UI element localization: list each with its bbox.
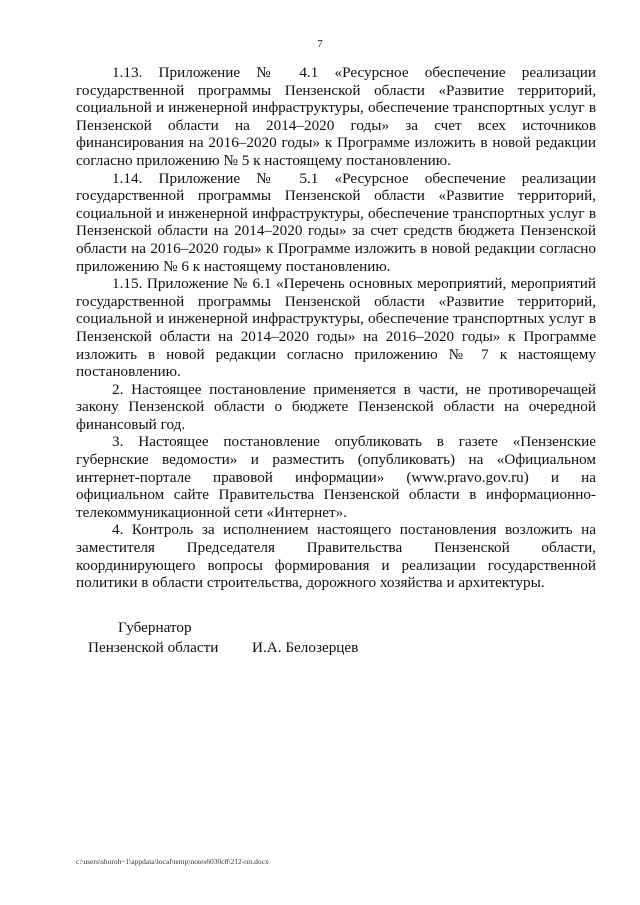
file-path-footer: c:\users\shoroh~1\appdata\local\temp\notes6030c8\212-пп.docx [76,857,269,866]
paragraph-1-13: 1.13. Приложение № 4.1 «Ресурсное обеспечение реализации государственной программы Пензенской области «Развитие территорий, социальной и инженерной инфраструктуры, обеспечение транспортных услуг в Пензенской области на 2014–2020 годы» за счет всех источников финансирования на 2016–2020 годы» к Программе изложить в новой редакции согласно приложению № 5 к настоящему постановлению. [76,64,596,169]
paragraph-1-15: 1.15. Приложение № 6.1 «Перечень основных мероприятий, мероприятий государственной программы Пензенской области «Развитие территорий, социальной и инженерной инфраструктуры, обеспечение транспортных услуг в Пензенской области на 2014–2020 годы» на 2016–2020 годы» к Программе изложить в новой редакции согласно приложению № 7 к настоящему постановлению. [76,275,596,381]
document-body [76,64,596,592]
paragraph-4: 4. Контроль за исполнением настоящего постановления возложить на заместителя Председателя Правительства Пензенской области, координирующего вопросы формирования и реализации государственной политики в области строительства, дорожного хозяйства и архитектуры. [76,521,596,592]
paragraph-3: 3. Настоящее постановление опубликовать в газете «Пензенские губернские ведомости» и разместить (опубликовать) на «Официальном интернет-портале правовой информации» (www.pravo.gov.ru) и на официальном сайте Правительства Пензенской области в информационно-телекоммуникационной сети «Интернет». [76,433,596,521]
signatory-name: И.А. Белозерцев [252,639,359,656]
paragraph-1-14: 1.14. Приложение № 5.1 «Ресурсное обеспечение реализации государственной программы Пензенской области «Развитие территорий, социальной и инженерной инфраструктуры, обеспечение транспортных услуг в Пензенской области на 2014–2020 годы» за счет средств бюджета Пензенской области на 2016–2020 годы» к Программе изложить в новой редакции согласно приложению № 6 к настоящему постановлению. [76,169,596,275]
signature-title-line2: Пензенской области [88,639,219,656]
signature-title-line1: Губернатор [118,619,192,636]
paragraph-2: 2. Настоящее постановление применяется в части, не противоречащей закону Пензенской области о бюджете Пензенской области на очередной финансовый год. [76,380,596,433]
page-number: 7 [317,38,323,50]
